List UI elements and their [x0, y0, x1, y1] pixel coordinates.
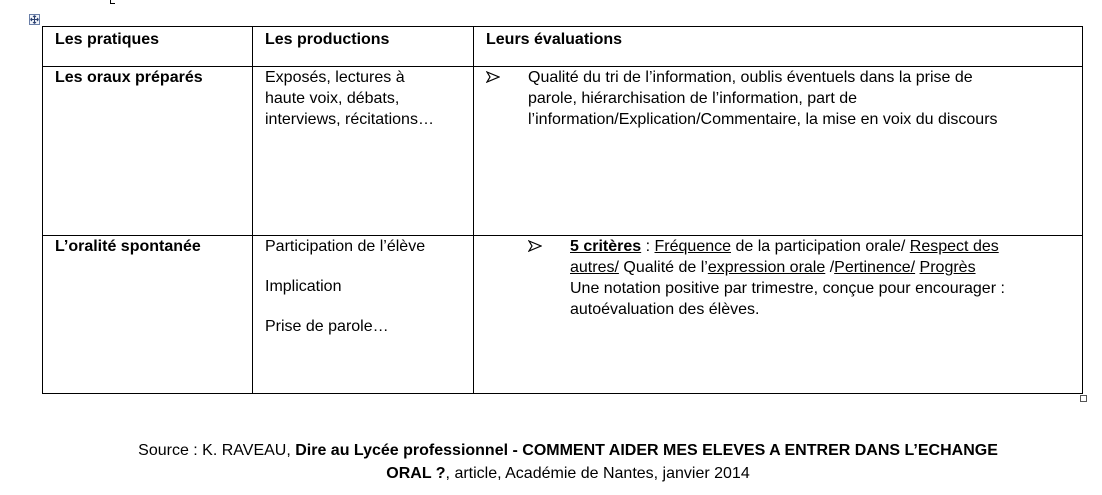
evaluation-cell [474, 236, 1083, 394]
criterion: Progrès [919, 259, 976, 276]
arrow-bullet-icon [486, 71, 500, 83]
source-prefix: Source : K. RAVEAU, [138, 442, 296, 459]
evaluation-line: l’information/Explication/Commentaire, la mise en voix du discours [528, 111, 998, 128]
evaluation-cell [474, 67, 1083, 236]
criteria-line [486, 236, 1070, 257]
criterion: Respect des [909, 238, 999, 255]
header-evaluations: Leurs évaluations [474, 27, 1083, 67]
arrow-bullet-icon [528, 240, 542, 252]
table-row [43, 67, 1083, 236]
header-productions: Les productions [253, 27, 474, 67]
criterion-text: Qualité de l’ [618, 259, 708, 276]
practice-cell: Les oraux préparés [43, 67, 253, 236]
evaluation-line: Une notation positive par trimestre, conçue pour encourager : [570, 280, 1005, 297]
source-title-end: ORAL ? [386, 465, 446, 482]
productions-line: Prise de parole… [265, 318, 389, 335]
criterion: Fréquence [654, 238, 732, 255]
criteria-line [486, 257, 1070, 278]
evaluation-table [42, 26, 1083, 394]
productions-cell [253, 67, 474, 236]
header-practices: Les pratiques [43, 27, 253, 67]
source-suffix: , article, Académie de Nantes, janvier 2014 [445, 465, 750, 482]
text-fragment-mark [110, 0, 115, 4]
criterion: expression orale [707, 259, 826, 276]
evaluation-line: autoévaluation des élèves. [570, 301, 760, 318]
evaluation-line: parole, hiérarchisation de l’information, part de [528, 90, 858, 107]
criterion-text: de la participation orale/ [731, 238, 910, 255]
criteria-label: 5 critères [570, 238, 642, 255]
table-move-handle-icon[interactable] [29, 14, 40, 25]
source-citation [0, 439, 1102, 485]
productions-line: Implication [265, 278, 342, 295]
productions-line: haute voix, débats, [265, 90, 400, 107]
source-title: Dire au Lycée professionnel - COMMENT AIDER MES ELEVES A ENTRER DANS L’ECHANGE [295, 442, 998, 459]
productions-cell [253, 236, 474, 394]
productions-line: Participation de l’élève [265, 238, 426, 255]
productions-line: interviews, récitations… [265, 111, 434, 128]
criterion: Pertinence/ [834, 259, 916, 276]
table-row [43, 236, 1083, 394]
table-resize-handle[interactable] [1080, 395, 1087, 402]
productions-line: Exposés, lectures à [265, 69, 405, 86]
criterion: autres/ [570, 259, 619, 276]
evaluation-line: Qualité du tri de l’information, oublis éventuels dans la prise de [528, 69, 973, 86]
practice-cell: L’oralité spontanée [43, 236, 253, 394]
table-header-row [43, 27, 1083, 67]
separator: : [641, 238, 655, 255]
criterion-text: / [825, 259, 835, 276]
